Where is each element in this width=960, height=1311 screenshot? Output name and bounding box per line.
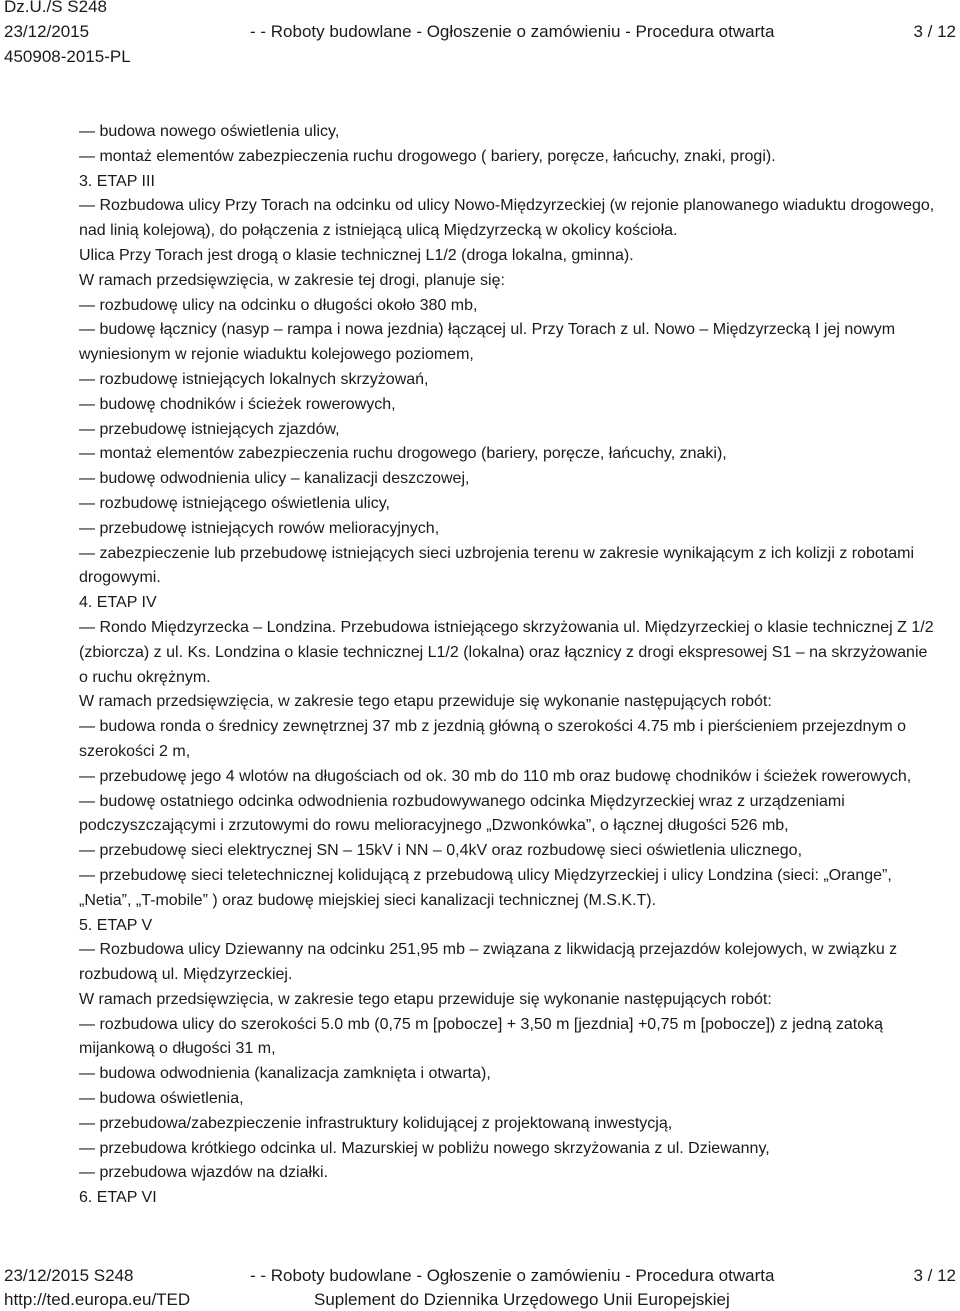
text-line: — budowę odwodnienia ulicy – kanalizacji deszczowej,	[79, 470, 470, 488]
page-header	[0, 0, 960, 70]
text-line: W ramach przedsięwzięcia, w zakresie tego etapu przewiduje się wykonanie następujących robót:	[79, 693, 772, 711]
text-line: — budowę chodników i ścieżek rowerowych,	[79, 395, 396, 413]
text-line: — budowa oświetlenia,	[79, 1090, 244, 1108]
stage-heading: 5. ETAP V	[79, 916, 153, 934]
journal-ref: Dz.U./S S248	[4, 0, 107, 16]
notice-ref: 450908-2015-PL	[4, 47, 131, 66]
text-line: Ulica Przy Torach jest drogą o klasie technicznej L1/2 (droga lokalna, gminna).	[79, 246, 634, 264]
text-line: — montaż elementów zabezpieczenia ruchu drogowego (bariery, poręcze, łańcuchy, znaki),	[79, 445, 727, 463]
footer-supplement: Suplement do Dziennika Urzędowego Unii Europejskiej	[314, 1290, 730, 1309]
text-line: — przebudowa/zabezpieczenie infrastruktury kolidującej z projektowaną inwestycją,	[79, 1114, 673, 1132]
text-line: — Rozbudowa ulicy Dziewanny na odcinku 251,95 mb – związana z likwidacją przejazdów kolejowych, w związku z rozbudową ul. Międzyrzeckiej.	[79, 941, 898, 984]
text-line: — przebudowę istniejących rowów melioracyjnych,	[79, 519, 440, 537]
text-line: — budowa ronda o średnicy zewnętrznej 37 mb z jezdnią główną o szerokości 4.75 mb i pierścieniem przejezdnym o szerokości 2 m,	[79, 718, 907, 760]
text-line: — rozbudowę istniejących lokalnych skrzyżowań,	[79, 370, 429, 388]
stage-heading: 3. ETAP III	[79, 172, 155, 190]
footer-title: - - Roboty budowlane - Ogłoszenie o zamówieniu - Procedura otwarta	[250, 1266, 775, 1285]
notice-body	[79, 120, 935, 1211]
text-line: — budowa nowego oświetlenia ulicy,	[79, 123, 340, 140]
header-page-number: 3 / 12	[913, 22, 956, 41]
stage-heading: 6. ETAP VI	[79, 1189, 157, 1207]
text-line: W ramach przedsięwzięcia, w zakresie tego etapu przewiduje się wykonanie następujących robót:	[79, 990, 772, 1008]
text-line: — przebudowę jego 4 wlotów na długościach od ok. 30 mb do 110 mb oraz budowę chodników i ścieżek rowerowych,	[79, 767, 912, 785]
text-line: W ramach przedsięwzięcia, w zakresie tej drogi, planuje się:	[79, 271, 505, 289]
text-line: — przebudowę sieci elektrycznej SN – 15kV i NN – 0,4kV oraz rozbudowę sieci oświetlenia ulicznego,	[79, 842, 803, 860]
text-line: — Rozbudowa ulicy Przy Torach na odcinku od ulicy Nowo-Międzyrzeckiej (w rejonie planowanego wiaduktu drogowego, nad linią kolejową), do połączenia z istniejącą ulicą Międzyrzecką w okolicy kościoła.	[79, 197, 935, 240]
footer-page-number: 3 / 12	[913, 1266, 956, 1285]
text-line: — zabezpieczenie lub przebudowę istniejących sieci uzbrojenia terenu w zakresie wynikającym z ich kolizji z robotami drogowymi.	[79, 544, 915, 587]
stage-heading: 4. ETAP IV	[79, 594, 157, 612]
text-line: — budowę łącznicy (nasyp – rampa i nowa jezdnia) łączącej ul. Przy Torach z ul. Nowo – Międzyrzecką I jej nowym wyniesionym w rejonie wiaduktu kolejowego poziomem,	[79, 321, 896, 364]
text-line: — montaż elementów zabezpieczenia ruchu drogowego ( bariery, poręcze, łańcuchy, znaki, progi).	[79, 147, 776, 165]
text-line: — budowa odwodnienia (kanalizacja zamknięta i otwarta),	[79, 1065, 491, 1083]
text-line: — przebudowa wjazdów na działki.	[79, 1164, 329, 1182]
text-line: — rozbudowę ulicy na odcinku o długości około 380 mb,	[79, 296, 478, 314]
text-line: — Rondo Międzyrzecka – Londzina. Przebudowa istniejącego skrzyżowania ul. Międzyrzeckiej o klasie technicznej Z 1/2 (zbiorcza) z ul. Ks. Londzina o klasie technicznej L1/2 (lokalna) oraz łącznicy z drogi ekspresowej S1 – na skrzyżowanie o ruchu okrężnym.	[79, 618, 934, 686]
footer-url: http://ted.europa.eu/TED	[4, 1290, 191, 1309]
text-line: — przebudowa krótkiego odcinka ul. Mazurskiej w pobliżu nowego skrzyżowania z ul. Dziewanny,	[79, 1139, 770, 1157]
page-footer	[0, 1264, 960, 1311]
text-line: — przebudowę istniejących zjazdów,	[79, 420, 340, 438]
header-date: 23/12/2015	[4, 22, 90, 41]
footer-date-series: 23/12/2015 S248	[4, 1266, 134, 1285]
text-line: — budowę ostatniego odcinka odwodnienia rozbudowywanego odcinka Międzyrzeckiej wraz z urządzeniami podczyszczającymi i zrzutowymi do rowu melioracyjnego „Dzwonkówka”, o łącznej długości 526 mb,	[79, 792, 845, 835]
text-line: — rozbudowę istniejącego oświetlenia ulicy,	[79, 494, 390, 512]
text-line: — przebudowę sieci teletechnicznej kolidującą z przebudową ulicy Międzyrzeckiej i ulicy Londzina (sieci: „Orange”, „Netia”, „T-mobile” ) oraz budowę miejskiej sieci kanalizacji technicznej (M.S.K.T).	[79, 866, 892, 909]
text-line: — rozbudowa ulicy do szerokości 5.0 mb (0,75 m [pobocze] + 3,50 m [jezdnia] +0,75 m [pobocze]) z jedną zatoką mijankową o długości 31 m,	[79, 1015, 883, 1058]
header-title: - - Roboty budowlane - Ogłoszenie o zamówieniu - Procedura otwarta	[250, 22, 775, 41]
